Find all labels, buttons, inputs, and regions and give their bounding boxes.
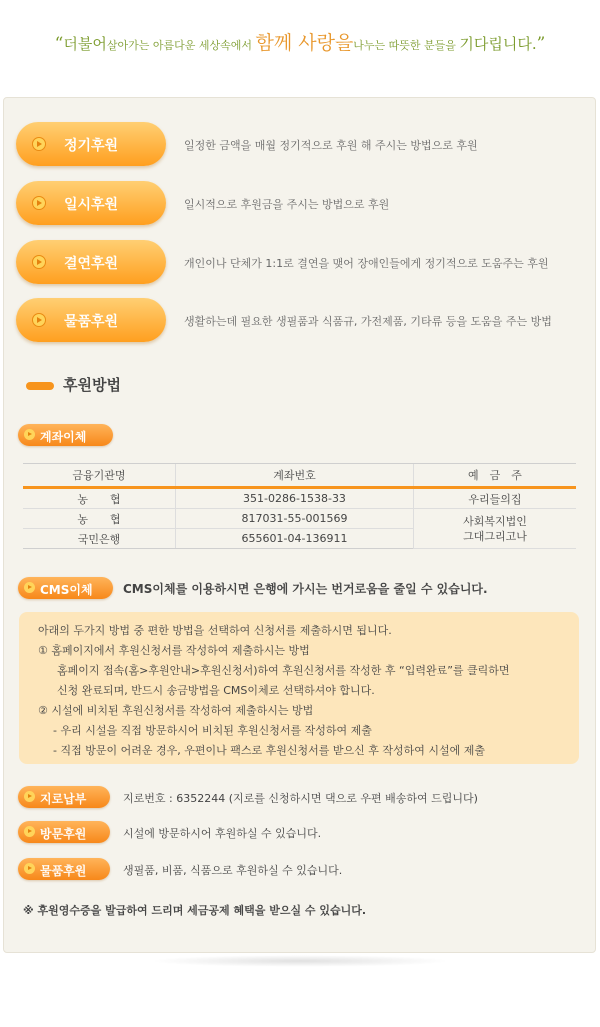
visit-desc: 시설에 방문하시어 후원하실 수 있습니다.	[123, 827, 322, 840]
sponsor-type-button[interactable]	[16, 240, 166, 284]
cms-line: 신청 완료되며, 반드시 송금방법을 CMS이체로 선택하셔야 합니다.	[57, 684, 375, 697]
goods-tag	[18, 858, 110, 880]
cms-line: - 직접 방문이 어려운 경우, 우편이나 팩스로 후원신청서를 받으신 후 작성하여 시설에 제출	[53, 744, 485, 757]
account-number: 351-0286-1538-33	[176, 488, 414, 509]
cms-line: 아래의 두가지 방법 중 편한 방법을 선택하여 신청서를 제출하시면 됩니다.	[38, 624, 392, 637]
goods-desc: 생필품, 비품, 식품으로 후원하실 수 있습니다.	[123, 864, 343, 877]
panel-shadow	[150, 955, 450, 967]
receipt-footnote: ※ 후원영수증을 발급하여 드리며 세금공제 혜택을 받으실 수 있습니다.	[23, 904, 367, 917]
cms-note: CMS이체를 이용하시면 은행에 가시는 번거로움을 줄일 수 있습니다.	[123, 582, 488, 596]
bank-name: 농 협	[23, 509, 176, 529]
slogan-text-1: 살아가는 아름다운 세상속에서	[106, 39, 256, 52]
slogan-quote-close: ”	[536, 34, 546, 54]
slogan-word-together: 더불어	[63, 35, 107, 53]
slogan-highlight: 함께 사랑을	[255, 32, 354, 54]
account-number: 655601-04-136911	[176, 529, 414, 549]
sponsor-type-label: 물품후원	[63, 314, 119, 330]
tag-label: CMS이체	[40, 583, 93, 597]
title-bar-icon	[26, 382, 54, 390]
methods-title: 후원방법	[63, 376, 121, 394]
bank-name: 국민은행	[23, 529, 176, 549]
sponsor-type-button[interactable]	[16, 298, 166, 342]
arrow-right-icon	[24, 429, 35, 440]
tag-label: 계좌이체	[40, 430, 87, 444]
giro-desc: 지로번호 : 6352244 (지로를 신청하시면 댁으로 우편 배송하여 드립니다)	[123, 792, 478, 805]
cms-line: ① 홈페이지에서 후원신청서를 작성하여 제출하시는 방법	[38, 644, 310, 657]
visit-tag	[18, 821, 110, 843]
holder-line-1: 사회복지법인	[463, 514, 527, 528]
header-account: 계좌번호	[176, 464, 414, 488]
bank-transfer-tag	[18, 424, 113, 446]
sponsor-type-desc: 생활하는데 필요한 생필품과 식품규, 가전제품, 기타류 등을 도움을 주는 방법	[184, 315, 552, 328]
sponsor-type-label: 정기후원	[63, 138, 119, 154]
sponsor-type-label: 일시후원	[63, 197, 119, 213]
holder-line-2: 그대그리고나	[463, 529, 527, 543]
account-number: 817031-55-001569	[176, 509, 414, 529]
slogan-word-wait: 기다립니다.	[459, 35, 537, 53]
arrow-right-icon	[24, 791, 35, 802]
table-row	[23, 488, 576, 509]
cms-line: - 우리 시설을 직접 방문하시어 비치된 후원신청서를 작성하여 제출	[53, 724, 372, 737]
cms-line: 홈페이지 접속(홈>후원안내>후원신청서)하여 후원신청서를 작성한 후 “입력완료”를 클릭하면	[57, 664, 510, 677]
arrow-right-icon	[24, 826, 35, 837]
giro-tag	[18, 786, 110, 808]
sponsor-type-label: 결연후원	[63, 256, 119, 272]
tag-label: 지로납부	[40, 792, 87, 806]
header-bank: 금융기관명	[23, 464, 176, 488]
sponsor-type-desc: 일정한 금액을 매월 정기적으로 후원 해 주시는 방법으로 후원	[184, 139, 478, 152]
account-holder: 우리들의집	[414, 488, 577, 509]
sponsor-type-button[interactable]	[16, 181, 166, 225]
table-row	[23, 509, 576, 529]
arrow-right-icon	[24, 863, 35, 874]
sponsor-type-desc: 개인이나 단체가 1:1로 결연을 맺어 장애인들에게 정기적으로 도움주는 후원	[184, 257, 549, 270]
arrow-right-icon	[24, 582, 35, 593]
header-holder: 예 금 주	[414, 464, 577, 488]
cms-tag	[18, 577, 113, 599]
slogan-text-2: 나누는 따뜻한 분들을	[353, 39, 460, 52]
sponsor-type-button[interactable]	[16, 122, 166, 166]
slogan	[0, 28, 600, 55]
slogan-quote-open: “	[54, 34, 64, 54]
cms-instructions-box	[19, 612, 579, 764]
table-header-row	[23, 464, 576, 488]
account-holder	[414, 509, 577, 549]
tag-label: 방문후원	[40, 827, 87, 841]
bank-name: 농 협	[23, 488, 176, 509]
tag-label: 물품후원	[40, 864, 87, 878]
bank-account-table	[23, 463, 576, 549]
sponsor-type-desc: 일시적으로 후원금을 주시는 방법으로 후원	[184, 198, 390, 211]
cms-line: ② 시설에 비치된 후원신청서를 작성하여 제출하시는 방법	[38, 704, 314, 717]
